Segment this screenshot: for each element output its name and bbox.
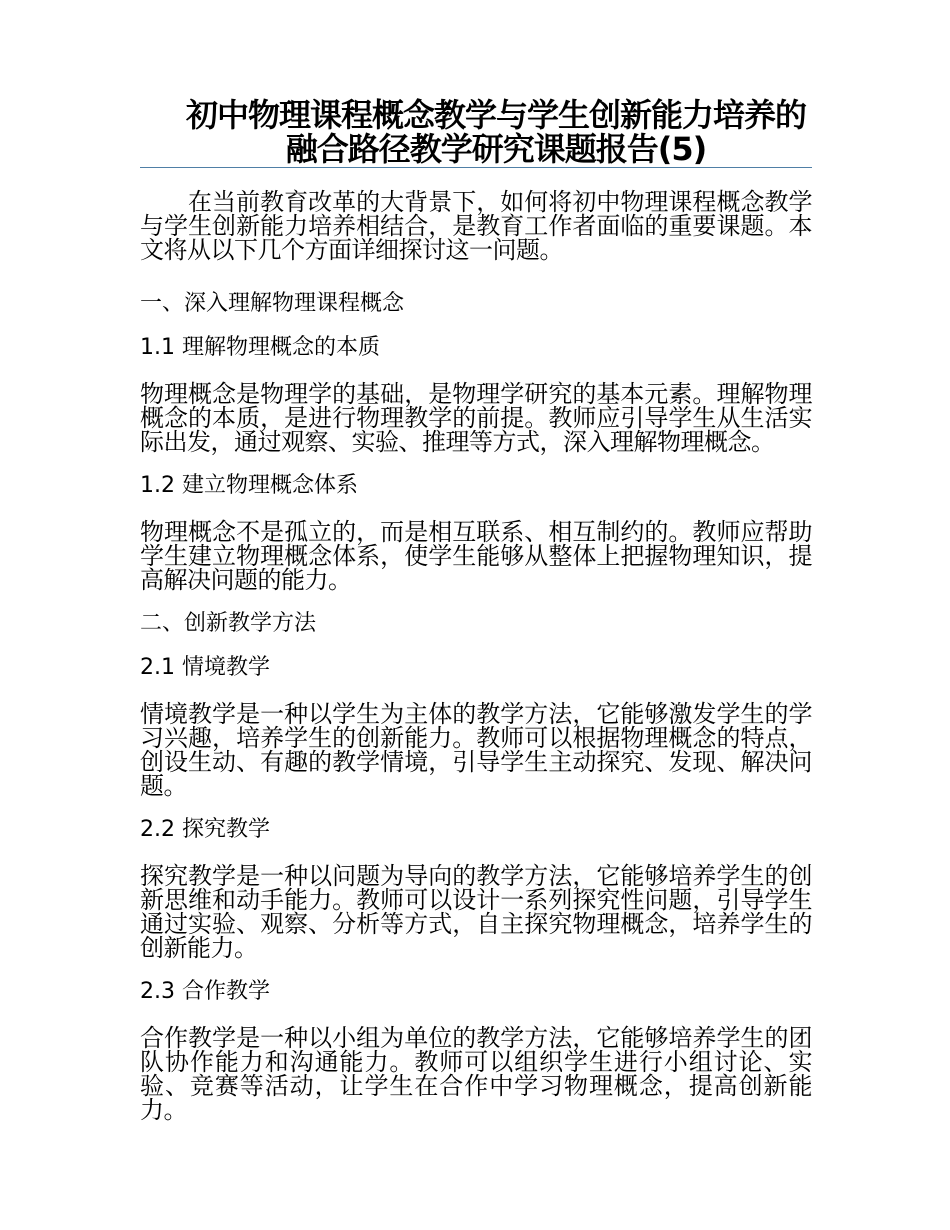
- subsection-heading-2-2: 2.2 探究教学: [140, 817, 270, 842]
- page-title: 初中物理课程概念教学与学生创新能力培养的融合路径教学研究课题报告(5): [185, 96, 806, 168]
- intro-paragraph: 在当前教育改革的大背景下，如何将初中物理课程概念教学与学生创新能力培养相结合，是教育工作者面临的重要课题。本文将从以下几个方面详细探讨这一问题。: [140, 188, 812, 264]
- section-heading-1: 一、深入理解物理课程概念: [140, 291, 405, 316]
- section-heading-2: 二、创新教学方法: [140, 611, 317, 636]
- subsection-heading-1-2: 1.2 建立物理概念体系: [140, 473, 358, 498]
- subsection-heading-1-1: 1.1 理解物理概念的本质: [140, 335, 380, 360]
- subsection-paragraph-2-3: 合作教学是一种以小组为单位的教学方法，它能够培养学生的团队协作能力和沟通能力。教师可以组织学生进行小组讨论、实验、竞赛等活动，让学生在合作中学习物理概念，提高创新能力。: [140, 1024, 812, 1124]
- subsection-paragraph-2-2: 探究教学是一种以问题为导向的教学方法，它能够培养学生的创新思维和动手能力。教师可以设计一系列探究性问题，引导学生通过实验、观察、分析等方式，自主探究物理概念，培养学生的创新能力。: [140, 862, 812, 962]
- subsection-heading-2-1: 2.1 情境教学: [140, 655, 270, 680]
- document-page: [140, 98, 812, 1122]
- subsection-paragraph-1-1: 物理概念是物理学的基础，是物理学研究的基本元素。理解物理概念的本质，是进行物理教学的前提。教师应引导学生从生活实际出发，通过观察、实验、推理等方式，深入理解物理概念。: [140, 380, 812, 456]
- subsection-heading-2-3: 2.3 合作教学: [140, 979, 270, 1004]
- subsection-paragraph-1-2: 物理概念不是孤立的，而是相互联系、相互制约的。教师应帮助学生建立物理概念体系，使学生能够从整体上把握物理知识，提高解决问题的能力。: [140, 518, 812, 594]
- subsection-paragraph-2-1: 情境教学是一种以学生为主体的教学方法，它能够激发学生的学习兴趣，培养学生的创新能力。教师可以根据物理概念的特点，创设生动、有趣的教学情境，引导学生主动探究、发现、解决问题。: [140, 700, 812, 800]
